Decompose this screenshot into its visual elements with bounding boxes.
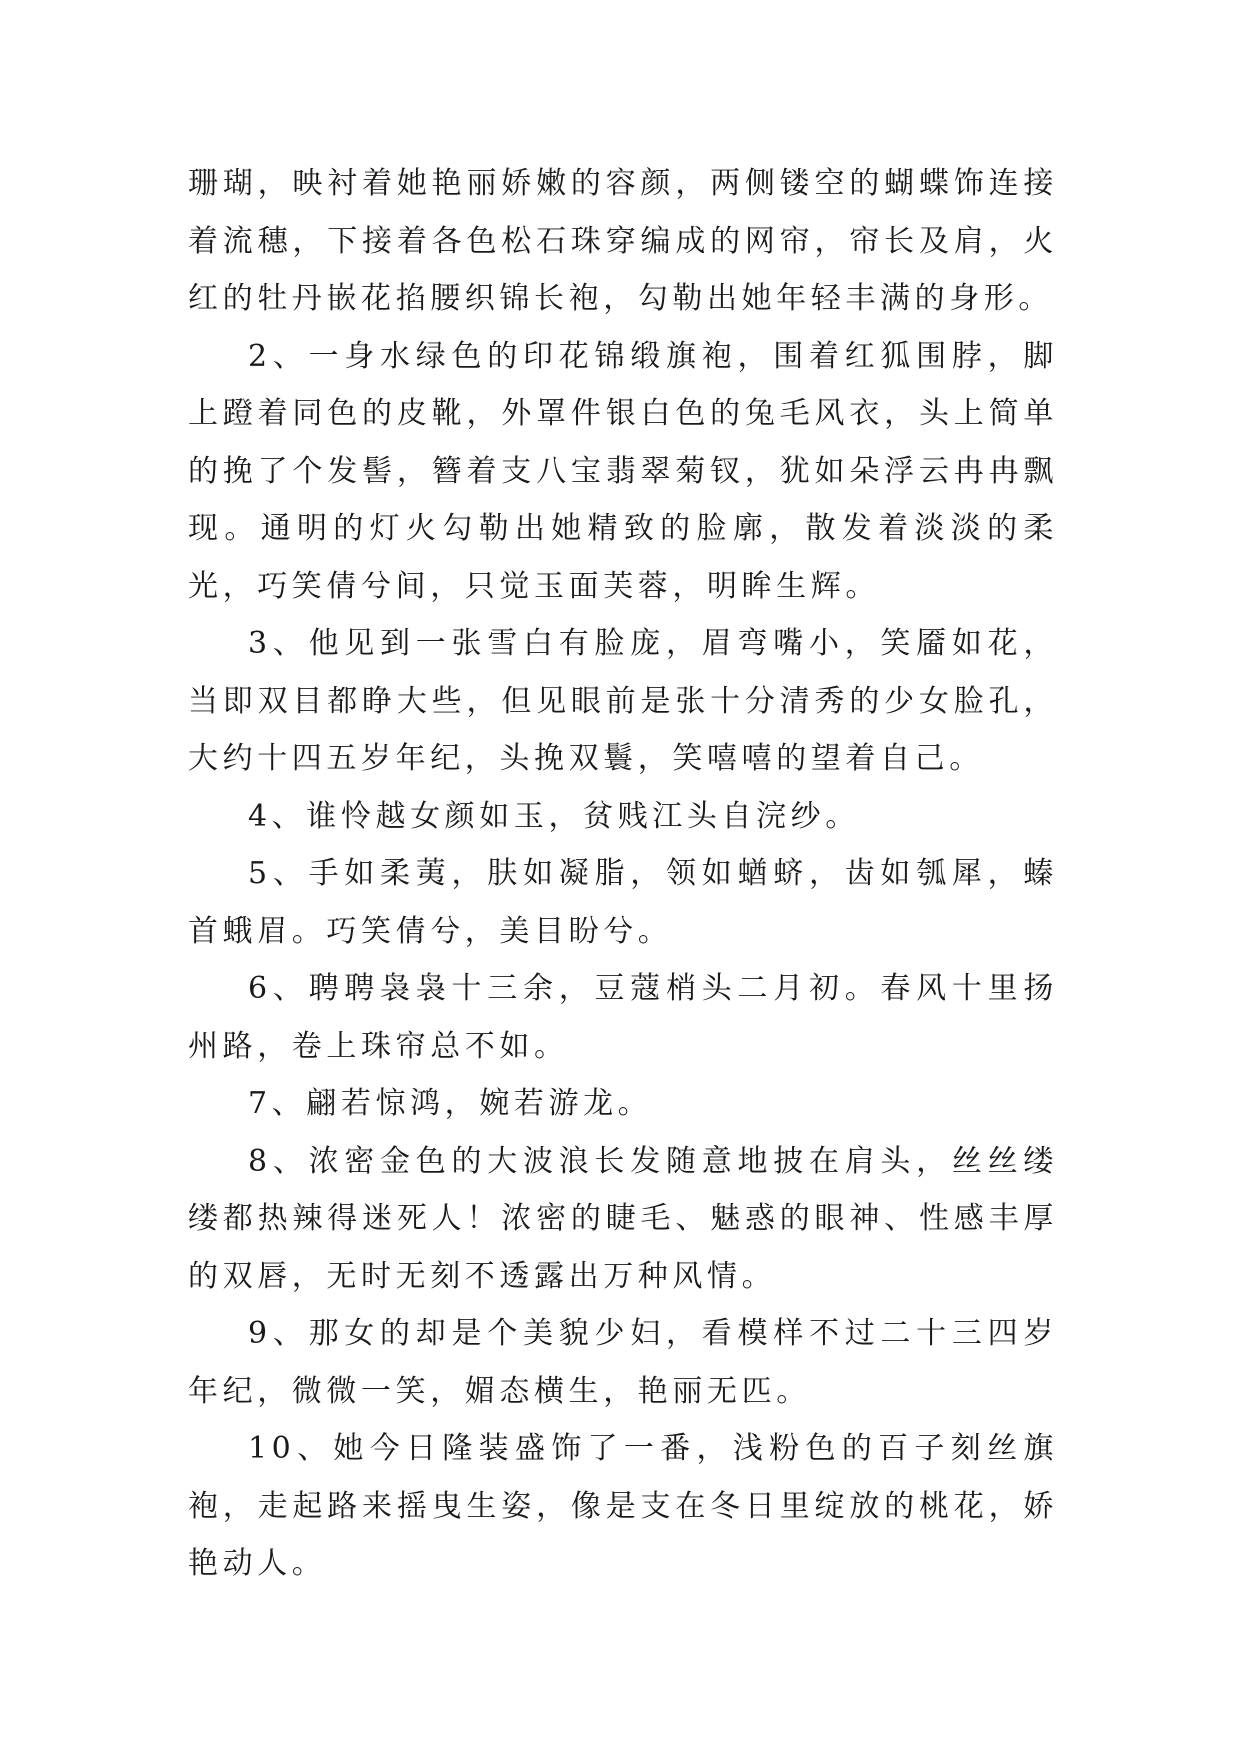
paragraph-item-5: 5、手如柔荑，肤如凝脂，领如蝤蛴，齿如瓠犀，螓首蛾眉。巧笑倩兮，美目盼兮。 — [188, 856, 1058, 949]
paragraph-continued: 珊瑚，映衬着她艳丽娇嫩的容颜，两侧镂空的蝴蝶饰连接着流穗，下接着各色松石珠穿编成的网帘，帘长及肩，火红的牡丹嵌花掐腰织锦长袍，勾勒出她年轻丰满的身形。 — [188, 166, 1058, 316]
paragraph-item-2: 2、一身水绿色的印花锦缎旗袍，围着红狐围脖，脚上蹬着同色的皮靴，外罩件银白色的兔毛风衣，头上简单的挽了个发髻，簪着支八宝翡翠菊钗，犹如朵浮云冉冉飘现。通明的灯火勾勒出她精致的脸廓，散发着淡淡的柔光，巧笑倩兮间，只觉玉面芙蓉，明眸生辉。 — [188, 338, 1058, 604]
paragraph-item-8: 8、浓密金色的大波浪长发随意地披在肩头，丝丝缕缕都热辣得迷死人！浓密的睫毛、魅惑的眼神、性感丰厚的双唇，无时无刻不透露出万种风情。 — [188, 1143, 1058, 1294]
paragraph-item-10: 10、她今日隆装盛饰了一番，浅粉色的百子刻丝旗袍，走起路来摇曳生姿，像是支在冬日里绽放的桃花，娇艳动人。 — [188, 1431, 1058, 1581]
paragraph-item-9: 9、那女的却是个美貌少妇，看模样不过二十三四岁年纪，微微一笑，媚态横生，艳丽无匹。 — [188, 1316, 1058, 1409]
paragraph-item-3: 3、他见到一张雪白有脸庞，眉弯嘴小，笑靥如花，当即双目都睁大些，但见眼前是张十分清秀的少女脸孔，大约十四五岁年纪，头挽双鬟，笑嘻嘻的望着自己。 — [188, 626, 1058, 776]
paragraph-item-4: 4、谁怜越女颜如玉，贫贱江头自浣纱。 — [248, 798, 860, 834]
document-body — [188, 155, 1058, 1593]
paragraph-item-6: 6、聘聘袅袅十三余，豆蔻梢头二月初。春风十里扬州路，卷上珠帘总不如。 — [188, 971, 1058, 1064]
paragraph-item-7: 7、翩若惊鸿，婉若游龙。 — [248, 1086, 653, 1121]
